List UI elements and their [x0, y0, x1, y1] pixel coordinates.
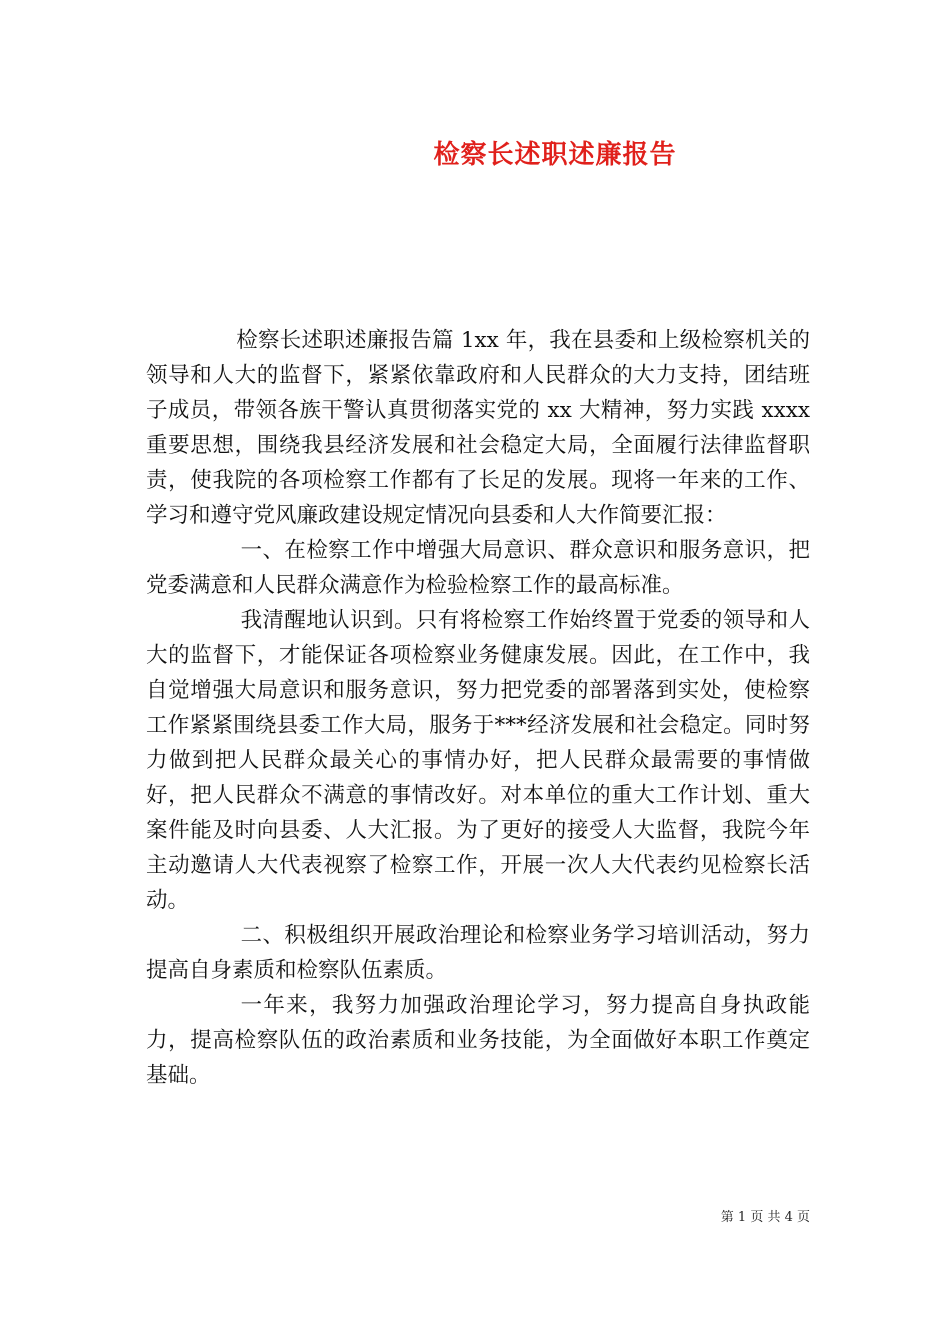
paragraph-section-one-heading: 一、在检察工作中增强大局意识、群众意识和服务意识，把党委满意和人民群众满意作为检验检察工作的最高标准。	[146, 538, 810, 598]
paragraph-section-one-body: 我清醒地认识到。只有将检察工作始终置于党委的领导和人大的监督下，才能保证各项检察业务健康发展。因此，在工作中，我自觉增强大局意识和服务意识，努力把党委的部署落到实处，使检察工作紧紧围绕县委工作大局，服务于***经济发展和社会稳定。同时努力做到把人民群众最关心的事情办好，把人民群众最需要的事情做好，把人民群众不满意的事情改好。对本单位的重大工作计划、重大案件能及时向县委、人大汇报。为了更好的接受人大监督，我院今年主动邀请人大代表视察了检察工作，开展一次人大代表约见检察长活动。	[146, 608, 810, 913]
paragraph-intro: 检察长述职述廉报告篇 1xx 年，我在县委和上级检察机关的领导和人大的监督下，紧紧依靠政府和人民群众的大力支持，团结班子成员，带领各族干警认真贯彻落实党的 xx 大精神，努力实践 xxxx 重要思想，围绕我县经济发展和社会稳定大局，全面履行法律监督职责，使我院的各项检察工作都有了长足的发展。现将一年来的工作、学习和遵守党风廉政建设规定情况向县委和人大作简要汇报：	[146, 328, 810, 528]
document-body	[146, 323, 810, 1093]
paragraph-section-two-heading: 二、积极组织开展政治理论和检察业务学习培训活动，努力提高自身素质和检察队伍素质。	[146, 923, 810, 983]
paragraph-section-two-body: 一年来，我努力加强政治理论学习，努力提高自身执政能力，提高检察队伍的政治素质和业务技能，为全面做好本职工作奠定基础。	[146, 993, 810, 1088]
page-number-footer: 第 1 页 共 4 页	[720, 1210, 810, 1225]
document-title: 检察长述职述廉报告	[433, 140, 677, 170]
